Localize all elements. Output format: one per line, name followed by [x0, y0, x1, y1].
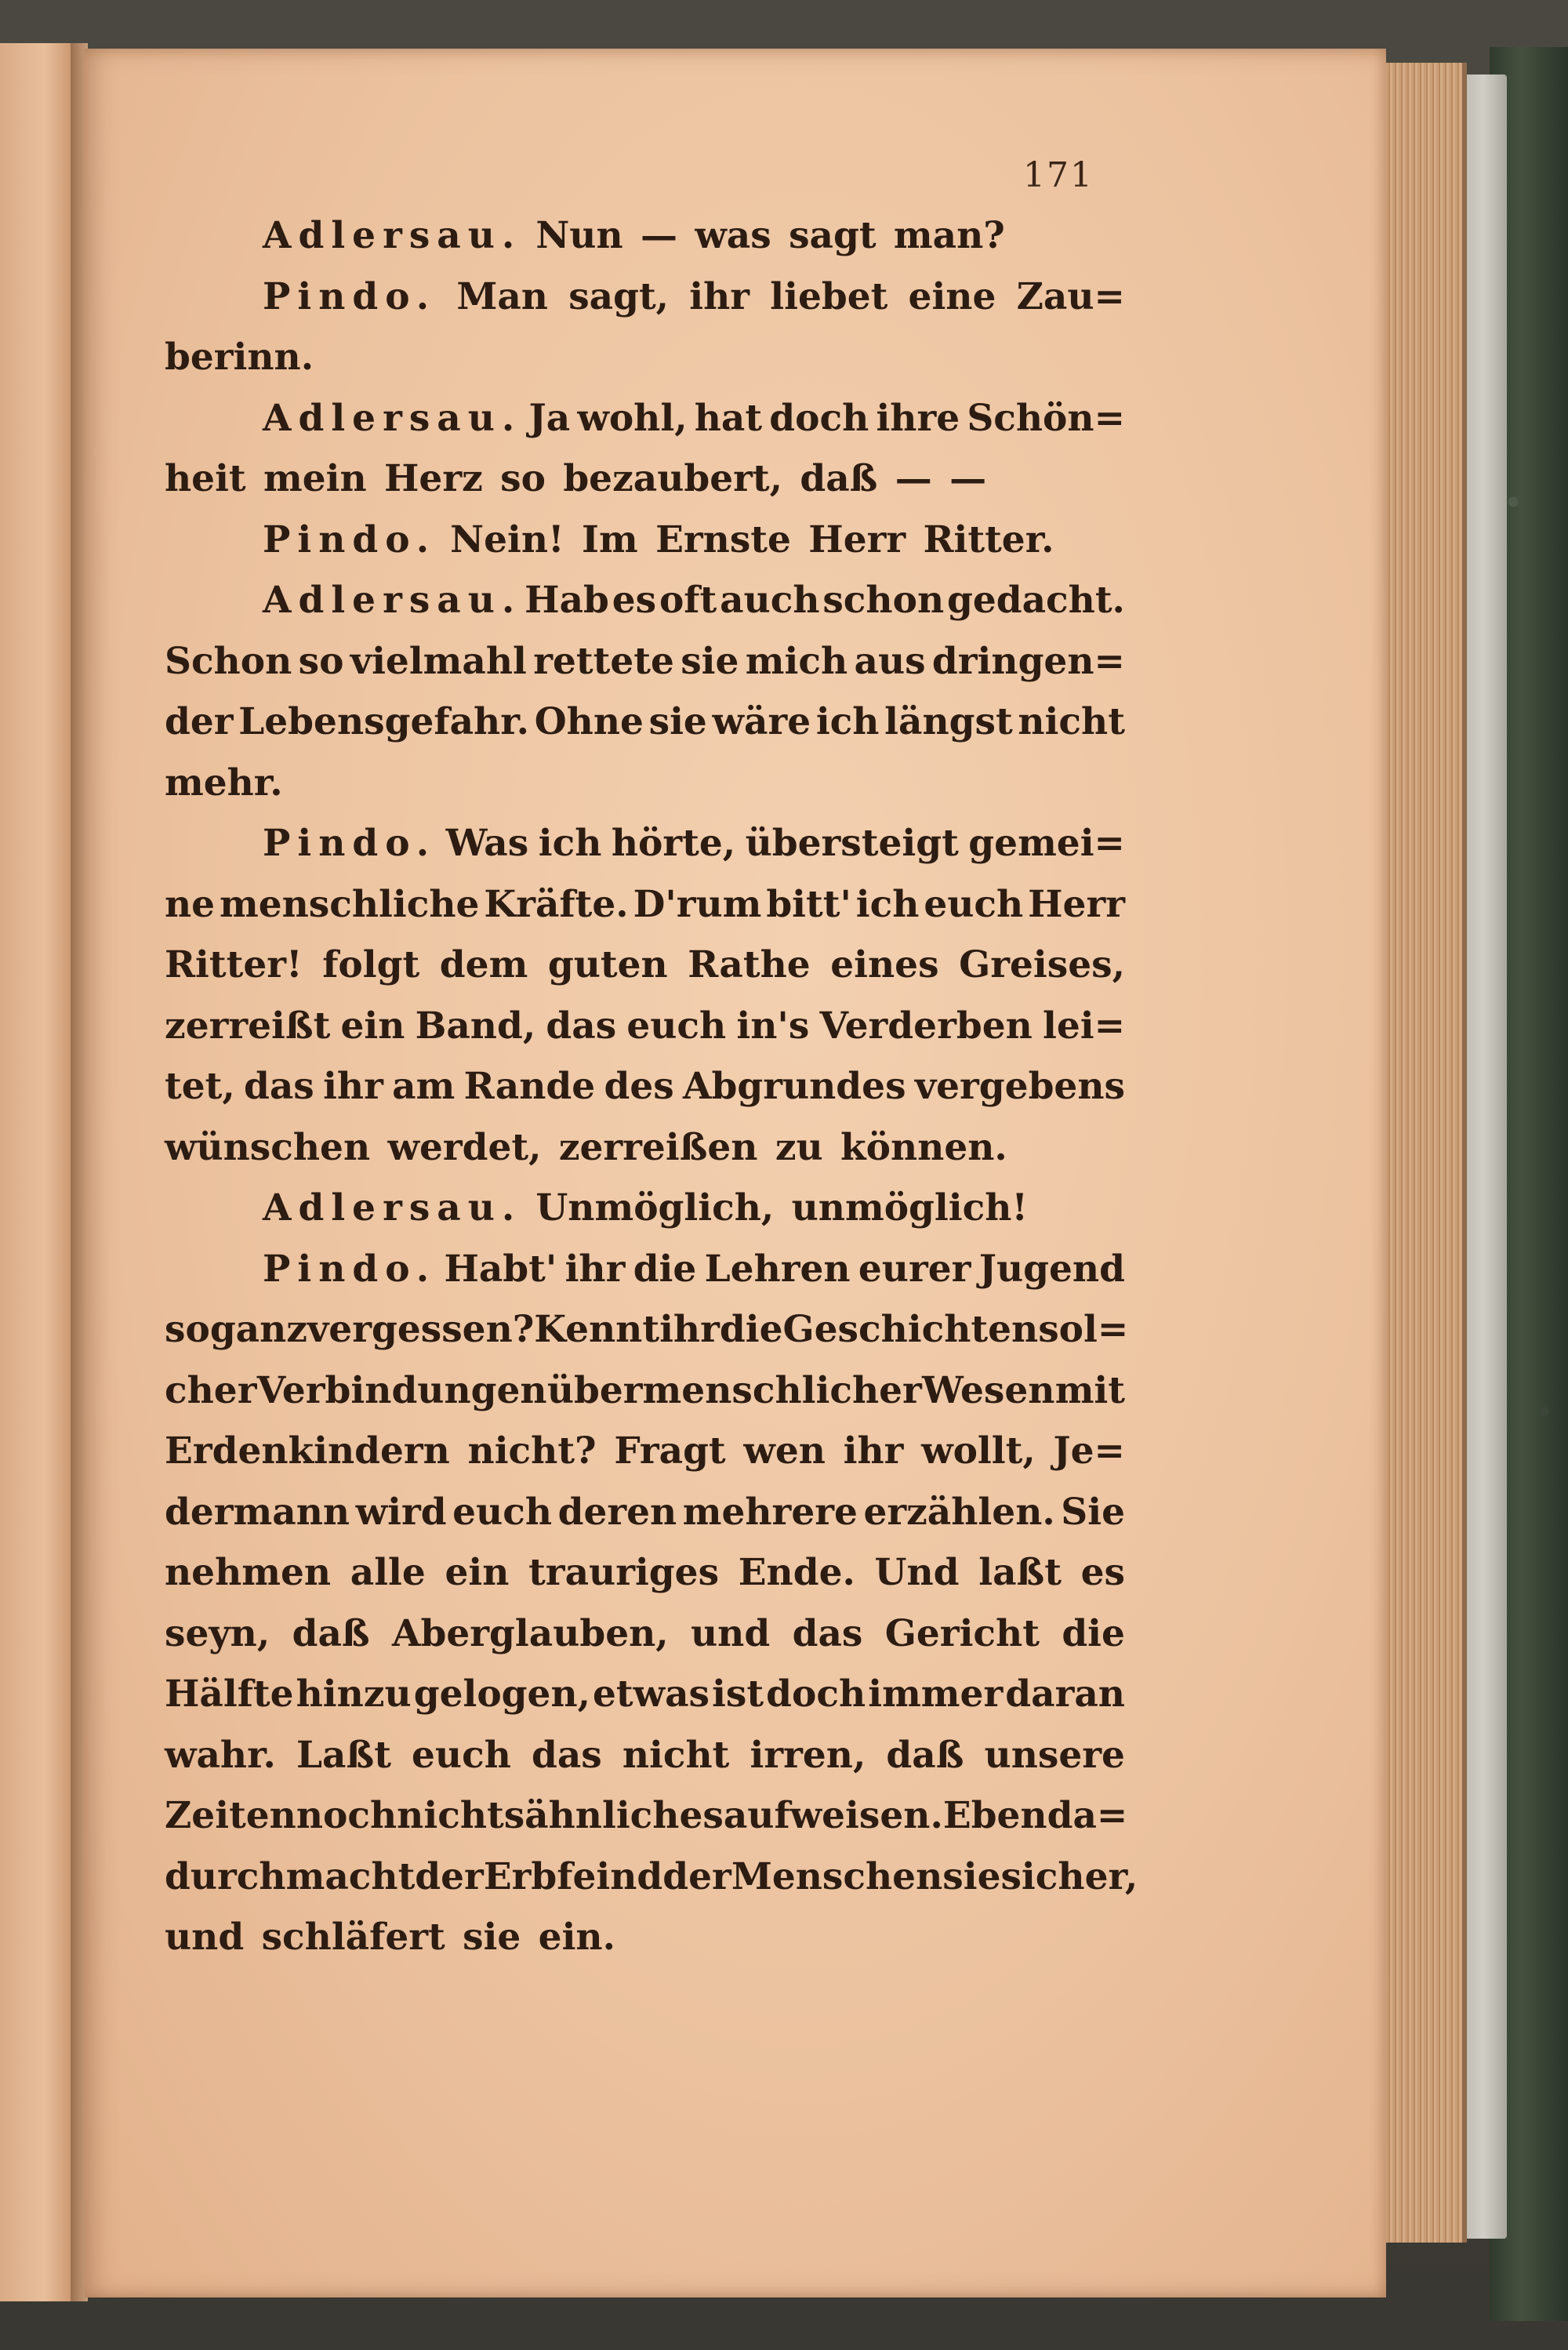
word: oft: [659, 579, 717, 622]
word: Was: [445, 822, 529, 865]
word: rettete: [533, 639, 674, 683]
justified-line: [165, 996, 1125, 1057]
text-line: [165, 1542, 1125, 1604]
word: liebet: [770, 274, 888, 318]
word: euch: [412, 1733, 511, 1777]
word: D'rum: [633, 882, 762, 926]
word-gap: [521, 1178, 535, 1239]
text-line: [165, 1360, 1125, 1422]
word: laßt: [978, 1551, 1062, 1594]
word: mehrere: [682, 1490, 858, 1534]
word: gedacht.: [946, 579, 1125, 622]
word: ich: [855, 882, 920, 926]
word: bitt': [766, 882, 851, 926]
word: Habt': [444, 1247, 557, 1291]
page-number: 171: [1023, 155, 1094, 195]
speaker-word: Pindo.: [263, 274, 437, 318]
word: aufweisen.: [723, 1794, 943, 1837]
line-text: Unmöglich, unmöglich!: [535, 1186, 1029, 1229]
line-text: mehr.: [165, 761, 283, 805]
word: sie: [942, 1854, 1001, 1898]
word: Laßt: [296, 1733, 391, 1777]
word: eine: [908, 274, 996, 318]
word: ein: [340, 1004, 405, 1048]
word: Greises,: [959, 943, 1125, 986]
word: sicher,: [1000, 1854, 1138, 1898]
speaker-name: Adlersau.: [263, 1186, 522, 1229]
word: gelogen,: [413, 1673, 590, 1716]
word: etwas: [593, 1673, 710, 1716]
text-line: [165, 1482, 1125, 1543]
speaker-word: Adlersau.: [263, 396, 522, 440]
text-line: [165, 1907, 1125, 1968]
justified-line: [165, 874, 1125, 935]
word: das: [792, 1611, 863, 1655]
text-line: [165, 1664, 1125, 1725]
word: da=: [1047, 1794, 1128, 1837]
word: Zeiten: [165, 1794, 296, 1837]
line-text: berinn.: [165, 336, 314, 379]
word: Hälfte: [165, 1673, 294, 1716]
word: eines: [830, 943, 939, 986]
word: und: [691, 1611, 771, 1655]
word: der: [662, 1854, 731, 1898]
endpaper: [1460, 74, 1507, 2239]
word: gemei=: [968, 822, 1125, 865]
word: Zau=: [1016, 274, 1125, 318]
word: übersteigt: [745, 822, 959, 865]
word: trauriges: [528, 1551, 720, 1594]
word: nehmen: [165, 1551, 332, 1594]
word: seyn,: [165, 1611, 270, 1655]
word: dem: [439, 943, 528, 986]
word: zerreißt: [165, 1004, 331, 1048]
word: Kennt: [534, 1308, 660, 1351]
word: tet,: [165, 1065, 235, 1108]
word: nicht?: [467, 1429, 597, 1473]
word: die: [719, 1308, 783, 1351]
facing-page: [0, 43, 74, 2301]
word: Lehren: [704, 1247, 851, 1291]
text-line: [165, 753, 1125, 814]
speaker-word: Pindo.: [263, 822, 437, 865]
word: Lebensgefahr.: [238, 700, 530, 743]
text-line: [165, 813, 1125, 874]
word: Schön=: [967, 396, 1125, 440]
word: so: [298, 639, 344, 683]
text-line: [165, 1785, 1128, 1847]
line-text: Nun — was sagt man?: [535, 214, 1005, 257]
justified-line: [263, 813, 1125, 874]
word: wohl,: [577, 396, 688, 440]
word: erzählen.: [863, 1490, 1055, 1534]
word: doch: [769, 396, 869, 440]
word: dermann: [165, 1490, 350, 1534]
justified-line: [165, 1785, 1128, 1847]
word: sie: [681, 639, 739, 683]
text-line: [165, 449, 1125, 510]
word: hat: [694, 396, 763, 440]
speaker-word: Adlersau.: [263, 579, 522, 622]
word: macht: [285, 1854, 416, 1898]
speaker-name: Pindo.: [263, 518, 437, 561]
word: ist: [712, 1673, 764, 1716]
word: Geschichten: [782, 1308, 1039, 1351]
justified-line: [165, 1847, 1138, 1908]
word: ihr: [843, 1429, 904, 1473]
word: vergebens: [914, 1065, 1125, 1108]
word: euch: [452, 1490, 553, 1534]
word: ganz: [209, 1308, 307, 1351]
word: so: [165, 1308, 210, 1351]
word: Ende.: [738, 1551, 855, 1594]
word: ihre: [876, 396, 960, 440]
word: Eben: [942, 1794, 1047, 1837]
word: Fragt: [614, 1429, 726, 1473]
word: Rathe: [688, 943, 811, 986]
word: das: [243, 1065, 314, 1108]
justified-line: [165, 1725, 1125, 1786]
word: am: [392, 1065, 456, 1108]
word: wäre: [712, 700, 811, 743]
text-line: [165, 935, 1125, 996]
line-text: wünschen werdet, zerreißen zu können.: [165, 1125, 1007, 1169]
word: ihr: [564, 1247, 626, 1291]
word: ich: [815, 700, 880, 743]
word: doch: [766, 1673, 866, 1716]
word: Ja: [528, 396, 571, 440]
word: irren,: [750, 1733, 866, 1777]
word-gap: [521, 205, 535, 267]
word: daß: [292, 1611, 370, 1655]
word: euch: [924, 882, 1024, 926]
word: daß: [886, 1733, 964, 1777]
word: Herr: [1028, 882, 1125, 926]
speaker-word: Pindo.: [263, 1247, 437, 1291]
word: schon: [822, 579, 945, 622]
justified-line: [165, 935, 1125, 996]
word: das: [546, 1004, 617, 1048]
word: ihr: [323, 1065, 383, 1108]
word: Band,: [415, 1004, 536, 1048]
word: Wesen: [922, 1368, 1055, 1412]
word: deren: [557, 1490, 677, 1534]
text-line: [165, 996, 1125, 1057]
word: Abgrundes: [683, 1065, 906, 1108]
justified-line: [263, 1239, 1125, 1300]
text-line: [165, 205, 1125, 267]
line-text: und schläfert sie ein.: [165, 1916, 615, 1959]
speaker-name: Adlersau.: [263, 214, 522, 257]
word: auch: [720, 579, 820, 622]
line-text: Nein! Im Ernste Herr Ritter.: [450, 518, 1054, 561]
word: Hab: [524, 579, 609, 622]
word: ein: [445, 1551, 510, 1594]
word: sie: [648, 700, 707, 743]
word: die: [633, 1247, 697, 1291]
word-gap: [436, 510, 450, 571]
word: wahr.: [165, 1733, 276, 1777]
word: ähnliches: [524, 1794, 724, 1837]
word: Kräfte.: [484, 882, 629, 926]
word: Gericht: [884, 1611, 1040, 1655]
text-line: [165, 1117, 1125, 1179]
justified-line: [165, 1604, 1125, 1665]
word: wollt,: [921, 1429, 1036, 1473]
text-line: [165, 874, 1125, 935]
word: cher: [165, 1368, 257, 1412]
text-line: [165, 327, 1125, 388]
word: längst: [884, 700, 1013, 743]
word: durch: [165, 1854, 286, 1898]
word: Aberglauben,: [392, 1611, 669, 1655]
justified-line: [165, 1299, 1129, 1360]
text-line: [165, 1725, 1125, 1786]
word: mit: [1054, 1368, 1125, 1412]
word: ihr: [659, 1308, 720, 1351]
word: der: [165, 700, 234, 743]
word: Und: [874, 1551, 960, 1594]
word: aus: [854, 639, 926, 683]
text-line: [165, 1421, 1125, 1482]
text-line: [165, 510, 1125, 571]
justified-line: [165, 1542, 1125, 1604]
word: Man: [456, 274, 548, 318]
word: daran: [1005, 1673, 1125, 1716]
word: ihr: [689, 274, 750, 318]
word: vielmahl: [350, 639, 527, 683]
word: Ohne: [534, 700, 644, 743]
word: sagt,: [568, 274, 670, 318]
word: Sie: [1061, 1490, 1125, 1534]
justified-line: [165, 1056, 1125, 1117]
word: das: [531, 1733, 602, 1777]
word: folgt: [322, 943, 420, 986]
justified-line: [263, 570, 1125, 631]
word: lei=: [1042, 1004, 1125, 1048]
justified-line: [165, 1360, 1125, 1422]
word: noch: [296, 1794, 397, 1837]
justified-line: [263, 388, 1125, 449]
text-line: [165, 570, 1125, 631]
word: des: [604, 1065, 674, 1108]
text-line: [165, 631, 1125, 692]
text-line: [165, 692, 1125, 753]
word: wen: [743, 1429, 826, 1473]
page-edges: [1380, 63, 1467, 2243]
word: Schon: [165, 639, 292, 683]
word: nichts: [397, 1794, 525, 1837]
word: Erdenkindern: [165, 1429, 450, 1473]
word: hinzu: [296, 1673, 412, 1716]
text-line: [165, 388, 1125, 449]
justified-line: [165, 1421, 1125, 1482]
word: Je=: [1053, 1429, 1125, 1473]
word: ich: [538, 822, 602, 865]
word: der: [415, 1854, 484, 1898]
word: eurer: [858, 1247, 971, 1291]
justified-line: [165, 692, 1125, 753]
text-line: [165, 1056, 1125, 1117]
word: nicht: [622, 1733, 730, 1777]
justified-line: [165, 1482, 1125, 1543]
word: dringen=: [931, 639, 1125, 683]
word: sol=: [1038, 1308, 1129, 1351]
word: Menschen: [731, 1854, 943, 1898]
word: Rande: [463, 1065, 596, 1108]
justified-line: [165, 631, 1125, 692]
word: ne: [165, 882, 216, 926]
word: mich: [745, 639, 848, 683]
word: wird: [355, 1490, 447, 1534]
word: Ritter!: [165, 943, 303, 986]
word: Verderben: [819, 1004, 1033, 1048]
word: Verbindungen: [256, 1368, 547, 1412]
text-line: [165, 1239, 1125, 1300]
word: es: [1080, 1551, 1125, 1594]
text-line: [165, 267, 1125, 328]
word: Erbfeind: [483, 1854, 663, 1898]
word: menschliche: [220, 882, 480, 926]
word: unsere: [984, 1733, 1125, 1777]
word: immer: [868, 1673, 1004, 1716]
word: in's: [736, 1004, 810, 1048]
text-line: [165, 1299, 1129, 1360]
justified-line: [165, 1664, 1125, 1725]
word: nicht: [1018, 700, 1125, 743]
word: guten: [547, 943, 668, 986]
page-text: [165, 205, 1138, 1968]
word: die: [1062, 1611, 1125, 1655]
text-line: [165, 1604, 1125, 1665]
text-line: [165, 1847, 1138, 1908]
text-line: [165, 1178, 1125, 1239]
word: vergessen?: [307, 1308, 535, 1351]
line-text: heit mein Herz so bezaubert, daß — —: [165, 457, 987, 500]
word: Jugend: [978, 1247, 1125, 1291]
word: euch: [626, 1004, 727, 1048]
justified-line: [263, 267, 1125, 328]
word: übermenschlicher: [546, 1368, 922, 1412]
word: alle: [350, 1551, 426, 1594]
word: es: [612, 579, 657, 622]
word: hörte,: [611, 822, 736, 865]
